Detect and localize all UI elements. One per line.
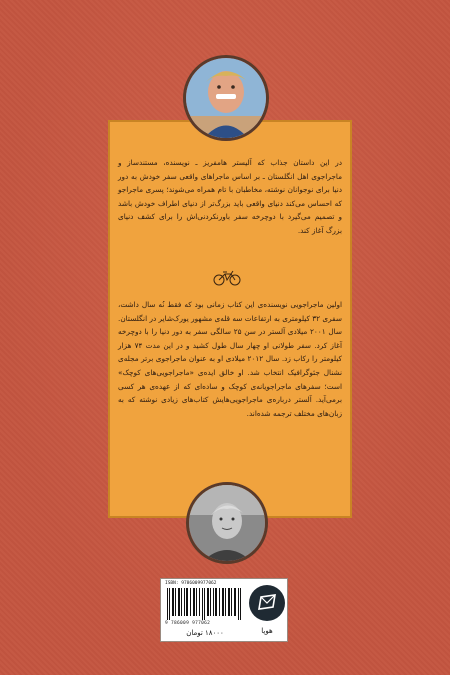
bicycle-icon	[212, 270, 242, 286]
publisher-logo-icon	[249, 585, 285, 621]
author-childhood-photo	[186, 482, 268, 564]
barcode-digits: 9 786009 977062	[165, 621, 211, 626]
publisher-logo	[249, 585, 285, 621]
barcode-block	[160, 578, 288, 642]
book-description: در این داستان جذاب که آلیستر هامفریز ـ نویسنده، مستندساز و ماجراجوی اهل انگلستان ـ بر اساس ماجراهای واقعی سفر خودش به دور دنیا برای نوجوانان نوشته، مخاطبان با تام همراه می‌شوند؛ پسری ماجراجو که احساس می‌کند دنیای واقعی باید بزرگ‌تر از دنیای اطراف خودش باشد و تصمیم می‌گیرد با دوچرخه سفر باورنکردنی‌اش را برای کشف دنیای بزرگ آغاز کند.	[118, 158, 342, 235]
barcode	[165, 588, 245, 620]
author-bio: اولین ماجراجویی نویسنده‌ی این کتاب زمانی بود که فقط نُه سال داشت، سفری ۳۲ کیلومتری به ارتفاعات سه قله‌ی مشهور یورک‌شایر در انگلستان. سال ۲۰۰۱ میلادی آلستر در سن ۲۵ سالگی سفر به دور دنیا را با دوچرخه آغاز کرد. سفر طولانی او چهار سال طول کشید و در این مدت ۷۴ هزار کیلومتر را رکاب زد. سال ۲۰۱۲ میلادی او به عنوان ماجراجوی برتر مجله‌ی نشنال جئوگرافیک انتخاب شد. او خالق ایده‌ی «ماجراجویی‌های کوچک» است؛ سفرهای ماجراجویانه‌ی کوچک و ساده‌ای که از عهده‌ی هر کسی برمی‌آید. آلستر درباره‌ی ماجراجویی‌هایش کتاب‌های زیادی نوشته که به زبان‌های مختلف ترجمه شده‌اند.	[118, 300, 343, 418]
price-label: ۱۸۰۰۰ تومان	[186, 629, 224, 637]
publisher-name: هوپا	[261, 627, 273, 635]
childhood-photo-illustration	[189, 485, 265, 561]
author-photo	[183, 55, 269, 141]
author-photo-illustration	[186, 58, 266, 138]
isbn-label: ISBN: 9786009977062	[165, 581, 217, 586]
